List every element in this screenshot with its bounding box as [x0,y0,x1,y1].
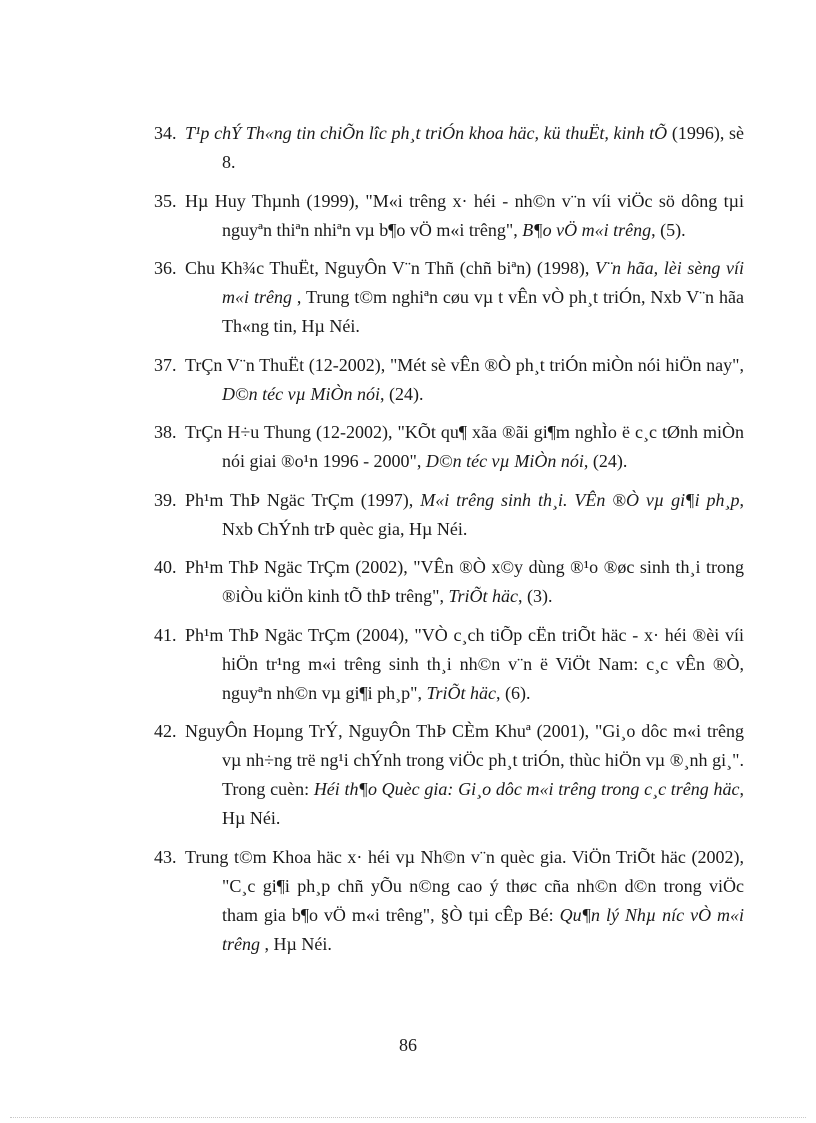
reference-text: , Nxb ChÝnh trÞ quèc gia, Hµ Néi. [222,489,744,539]
reference-text: NguyÔn Hoµng TrÝ, NguyÔn ThÞ CÈm Khuª (2001), "Gi¸o dôc m«i trêng vµ nh÷ng trë ng¹i chÝnh trong viÖc ph¸t triÓn, thùc hiÖn vµ ®¸nh gi¸". Trong cuèn: [185,721,744,799]
reference-text: , (24). [380,383,424,404]
reference-item [154,187,744,245]
reference-source-title: M«i trêng sinh th¸i. VÊn ®Ò vµ gi¶i ph¸p [420,489,740,510]
reference-number: 35. [154,190,177,211]
reference-text: Trung t©m Khoa häc x· héi vµ Nh©n v¨n quèc gia. ViÖn TriÕt häc (2002), "C¸c gi¶i ph¸p chñ yÕu n©ng cao ý thøc cña nh©n d©n trong viÖc tham gia b¶o vÖ m«i trêng", §Ò tµi cÊp Bé: [185,846,744,925]
reference-item [154,254,744,341]
reference-item [154,486,744,544]
reference-number: 40. [154,557,177,577]
reference-source-title: T¹p chÝ Th«ng tin chiÕn lîc ph¸t triÓn khoa häc, kü thuËt, kinh tÕ [185,123,668,143]
reference-item [154,553,744,611]
reference-text: TrÇn H÷u Thung (12-2002), "KÕt qu¶ xãa ®ãi gi¶m nghÌo ë c¸c tØnh miÒn nói giai ®o¹n 1996 - 2000", [185,422,744,471]
reference-text: Hµ Huy Thµnh (1999), "M«i trêng x· héi - nh©n v¨n víi viÖc sö dông tµi nguyªn thiªn nhiªn vµ b¶o vÖ m«i trêng", [185,190,744,240]
reference-text: , Hµ Néi. [222,779,745,828]
footer-dotted-line [10,1117,806,1118]
reference-number: 42. [154,721,177,741]
reference-item [154,621,744,708]
reference-text: , (6). [496,682,531,703]
reference-item [154,843,744,959]
reference-item [154,418,744,476]
reference-text: , (5). [651,219,686,240]
reference-text: , Hµ Néi. [260,933,332,954]
reference-text: Ph¹m ThÞ Ngäc TrÇm (2004), "VÒ c¸ch tiÕp cËn triÕt häc - x· héi ®èi víi hiÖn tr¹ng m«i trêng sinh th¸i nh©n v¨n ë ViÖt Nam: c¸c vÊn ®Ò, nguyªn nh©n vµ gi¶i ph¸p", [185,624,744,703]
reference-number: 39. [154,489,177,510]
page-number: 86 [399,1035,417,1055]
reference-number: 41. [154,624,177,645]
reference-source-title: D©n téc vµ MiÒn nói [222,383,381,404]
reference-number: 43. [154,846,177,867]
reference-source-title: Qu¶n lý Nhµ níc vÒ m«i trêng [222,904,745,954]
reference-source-title: D©n téc vµ MiÒn nói [425,451,584,471]
reference-text: , (3). [518,586,553,606]
reference-source-title: V¨n hãa, lèi sèng víi m«i trêng [222,258,745,307]
reference-item [154,717,744,833]
reference-text: (1996), sè 8. [222,123,745,172]
reference-text: , (24). [583,451,628,471]
reference-source-title: TriÕt häc [448,586,519,606]
reference-source-title: Héi th¶o Quèc gia: Gi¸o dôc m«i trêng trong c¸c trêng häc [313,779,740,799]
reference-text: Ph¹m ThÞ Ngäc TrÇm (1997), [185,489,421,510]
reference-text: , Trung t©m nghiªn cøu vµ t vÊn vÒ ph¸t triÓn, Nxb V¨n hãa Th«ng tin, Hµ Néi. [222,287,744,336]
reference-number: 38. [154,422,177,442]
reference-number: 34. [154,123,177,143]
reference-source-title: TriÕt häc [426,682,497,703]
reference-list [154,119,744,968]
reference-item [154,119,744,177]
reference-number: 36. [154,258,177,278]
reference-text: Ph¹m ThÞ Ngäc TrÇm (2002), "VÊn ®Ò x©y dùng ®¹o ®øc sinh th¸i trong ®iÒu kiÖn kinh tÕ thÞ trêng", [185,557,744,606]
reference-text: TrÇn V¨n ThuËt (12-2002), "Mét sè vÊn ®Ò ph¸t triÓn miÒn nói hiÖn nay", [185,354,744,375]
reference-source-title: B¶o vÖ m«i trêng [522,219,652,240]
reference-text: Chu Kh¾c ThuËt, NguyÔn V¨n Thñ (chñ biªn) (1998), [185,258,596,278]
reference-item [154,351,744,409]
reference-number: 37. [154,354,177,375]
